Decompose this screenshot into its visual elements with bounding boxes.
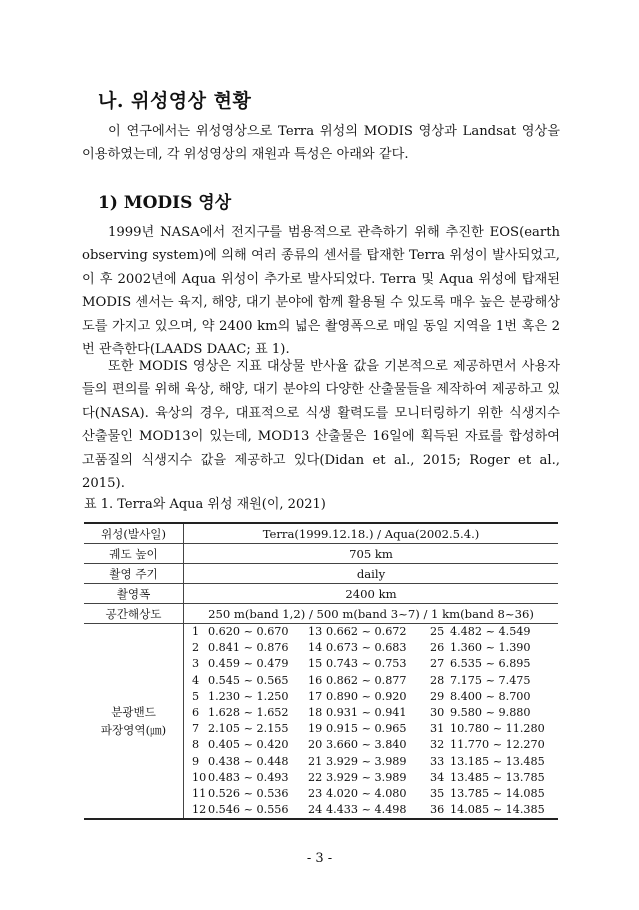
band-range: 0.459 ~ 0.479 xyxy=(208,657,289,671)
band-number: 18 xyxy=(308,706,323,720)
band-number: 9 xyxy=(192,754,200,768)
band-number: 25 xyxy=(430,625,445,638)
band-number: 5 xyxy=(192,689,200,703)
band-range: 6.535 ~ 6.895 xyxy=(450,657,531,671)
band-number: 12 xyxy=(192,803,207,817)
band-number: 14 xyxy=(308,641,323,655)
bands-grid xyxy=(188,624,554,818)
band-range: 0.546 ~ 0.556 xyxy=(208,803,289,817)
band-number: 28 xyxy=(430,673,445,687)
table-row xyxy=(84,604,558,624)
band-range: 0.915 ~ 0.965 xyxy=(326,722,407,736)
table-row-bands xyxy=(84,624,558,820)
band-range: 8.400 ~ 8.700 xyxy=(450,689,531,703)
band-range: 0.620 ~ 0.670 xyxy=(208,625,289,638)
table-row xyxy=(84,523,558,544)
band-number: 24 xyxy=(308,803,323,817)
modis-paragraph-1: 1999년 NASA에서 전지구를 범용적으로 관측하기 위해 추진한 EOS(earth observing system)에 의해 여러 종류의 센서를 탑재한 Terra 위성이 발사되었고, 이 후 2002년에 Aqua 위성이 추가로 발사되었다. Terra 및 Aqua 위성에 탑재된 MODIS 센서는 육지, 해양, 대기 분야에 함께 활용될 수 있도록 매우 높은 분광해상도를 가지고 있으며, 약 2400 km의 넓은 촬영폭으로 매일 동일 지역을 1번 혹은 2번 관측한다(LAADS DAAC; 표 1). xyxy=(82,225,560,358)
band-range: 13.485 ~ 13.785 xyxy=(450,770,545,784)
band-number: 15 xyxy=(308,657,323,671)
satellite-spec-table xyxy=(84,522,558,820)
band-number: 19 xyxy=(308,722,323,736)
table-row xyxy=(84,564,558,584)
modis-heading: 1) MODIS 영상 xyxy=(98,193,232,213)
row-label: 공간해상도 xyxy=(84,604,184,624)
band-range: 0.673 ~ 0.683 xyxy=(326,641,407,655)
band-range: 0.526 ~ 0.536 xyxy=(208,787,289,801)
modis-paragraph-2: 또한 MODIS 영상은 지표 대상물 반사율 값을 기본적으로 제공하면서 사용자들의 편의를 위해 육상, 해양, 대기 분야의 다양한 산출물들을 제작하여 제공하고 있다(NASA). 육상의 경우, 대표적으로 식생 활력도를 모니터링하기 위한 식생지수 산출물인 MOD13이 있는데, MOD13 산출물은 16일에 획득된 자료를 합성하여 고품질의 식생지수 값을 제공하고 있다(Didan et al., 2015; Roger et al., 2015). xyxy=(82,359,560,492)
bands-label-line2: 파장영역(㎛) xyxy=(100,723,167,738)
row-label: 위성(발사일) xyxy=(84,523,184,544)
band-number: 3 xyxy=(192,657,200,671)
band-number: 8 xyxy=(192,738,200,752)
band-range: 13.785 ~ 14.085 xyxy=(450,787,545,801)
band-range: 9.580 ~ 9.880 xyxy=(450,706,531,720)
band-number: 10 xyxy=(192,770,207,784)
band-range: 1.628 ~ 1.652 xyxy=(208,706,289,720)
page-number: - 3 - xyxy=(306,851,333,866)
row-label: 궤도 높이 xyxy=(84,544,184,564)
band-range: 4.482 ~ 4.549 xyxy=(450,625,531,638)
band-range: 14.085 ~ 14.385 xyxy=(450,803,545,817)
band-range: 1.230 ~ 1.250 xyxy=(208,689,289,703)
band-range: 0.545 ~ 0.565 xyxy=(208,673,289,687)
band-range: 0.841 ~ 0.876 xyxy=(208,641,289,655)
band-number: 31 xyxy=(430,722,445,736)
band-number: 13 xyxy=(308,625,323,638)
band-number: 11 xyxy=(192,787,207,801)
row-value: 705 km xyxy=(184,544,559,564)
band-range: 10.780 ~ 11.280 xyxy=(450,722,545,736)
band-range: 0.931 ~ 0.941 xyxy=(326,706,407,720)
band-range: 0.743 ~ 0.753 xyxy=(326,657,407,671)
band-number: 33 xyxy=(430,754,445,768)
row-value: Terra(1999.12.18.) / Aqua(2002.5.4.) xyxy=(184,523,559,544)
band-number: 30 xyxy=(430,706,445,720)
band-number: 32 xyxy=(430,738,445,752)
band-number: 21 xyxy=(308,754,323,768)
band-range: 1.360 ~ 1.390 xyxy=(450,641,531,655)
band-number: 7 xyxy=(192,722,200,736)
band-range: 7.175 ~ 7.475 xyxy=(450,673,531,687)
table-row xyxy=(84,544,558,564)
band-range: 4.433 ~ 4.498 xyxy=(326,803,407,817)
table-caption: 표 1. Terra와 Aqua 위성 재원(이, 2021) xyxy=(84,497,326,512)
band-range: 0.483 ~ 0.493 xyxy=(208,770,289,784)
band-number: 6 xyxy=(192,706,200,720)
band-number: 1 xyxy=(192,625,200,638)
band-number: 17 xyxy=(308,689,323,703)
row-value: 250 m(band 1,2) / 500 m(band 3~7) / 1 km(band 8~36) xyxy=(184,604,559,624)
bands-cell xyxy=(184,624,559,820)
bands-label xyxy=(84,624,184,820)
band-number: 29 xyxy=(430,689,445,703)
bands-label-line1: 분광밴드 xyxy=(111,705,156,720)
band-range: 3.929 ~ 3.989 xyxy=(326,754,407,768)
row-value: daily xyxy=(184,564,559,584)
row-value: 2400 km xyxy=(184,584,559,604)
band-number: 20 xyxy=(308,738,323,752)
band-range: 13.185 ~ 13.485 xyxy=(450,754,545,768)
band-range: 0.438 ~ 0.448 xyxy=(208,754,289,768)
band-range: 2.105 ~ 2.155 xyxy=(208,722,289,736)
band-number: 26 xyxy=(430,641,445,655)
band-range: 0.662 ~ 0.672 xyxy=(326,625,407,638)
band-number: 23 xyxy=(308,787,323,801)
band-range: 0.862 ~ 0.877 xyxy=(326,673,407,687)
band-number: 16 xyxy=(308,673,323,687)
band-range: 0.890 ~ 0.920 xyxy=(326,689,407,703)
band-range: 3.929 ~ 3.989 xyxy=(326,770,407,784)
band-number: 36 xyxy=(430,803,445,817)
section-heading: 나. 위성영상 현황 xyxy=(98,90,252,112)
band-range: 11.770 ~ 12.270 xyxy=(450,738,545,752)
intro-paragraph: 이 연구에서는 위성영상으로 Terra 위성의 MODIS 영상과 Landsat 영상을 이용하였는데, 각 위성영상의 재원과 특성은 아래와 같다. xyxy=(82,124,560,163)
band-number: 27 xyxy=(430,657,445,671)
band-range: 0.405 ~ 0.420 xyxy=(208,738,289,752)
band-number: 34 xyxy=(430,770,445,784)
band-number: 35 xyxy=(430,787,445,801)
band-number: 2 xyxy=(192,641,200,655)
row-label: 촬영폭 xyxy=(84,584,184,604)
band-number: 4 xyxy=(192,673,200,687)
band-range: 4.020 ~ 4.080 xyxy=(326,787,407,801)
row-label: 촬영 주기 xyxy=(84,564,184,584)
table-row xyxy=(84,584,558,604)
band-number: 22 xyxy=(308,770,323,784)
band-range: 3.660 ~ 3.840 xyxy=(326,738,407,752)
